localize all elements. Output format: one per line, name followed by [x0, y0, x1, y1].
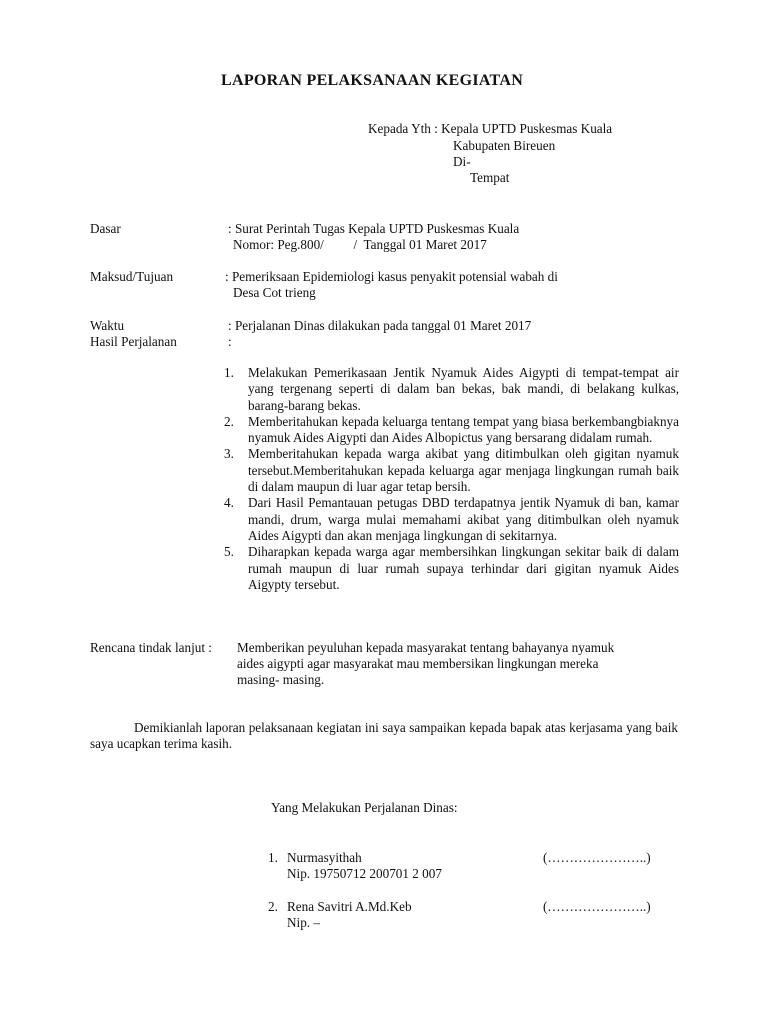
signature-placeholder: (…………………..) — [543, 899, 651, 914]
address-line-3: Di- — [453, 154, 471, 169]
rencana-line-3: masing- masing. — [237, 672, 325, 687]
dasar-line-2: Nomor: Peg.800/ / Tanggal 01 Maret 2017 — [233, 237, 487, 252]
list-item — [224, 414, 679, 447]
signer-number: 1. — [268, 850, 278, 865]
address-line-1: Kepada Yth : Kepala UPTD Puskesmas Kuala — [368, 121, 613, 136]
maksud-line-2: Desa Cot trieng — [233, 285, 316, 300]
address-line-2: Kabupaten Bireuen — [453, 138, 556, 153]
list-item-text: Dari Hasil Pemantauan petugas DBD terdapatnya jentik Nyamuk di ban, kamar mandi, drum, warga mulai memahami akibat yang ditimbulkan oleh nyamuk Aides Aigypti dan akan menjaga lingkungan di sekitarnya. — [248, 495, 679, 543]
hasil-list — [224, 365, 679, 593]
signer-nip: Nip. 19750712 200701 2 007 — [287, 866, 442, 881]
signer-name: Rena Savitri A.Md.Keb — [287, 899, 412, 914]
signers-heading: Yang Melakukan Perjalanan Dinas: — [271, 800, 458, 815]
page-title: LAPORAN PELAKSANAAN KEGIATAN — [221, 72, 524, 89]
list-item-text: Diharapkan kepada warga agar membersihkan lingkungan sekitar baik di dalam rumah maupun di luar rumah supaya terhindar dari gigitan nyamuk Aides Aigypty tersebut. — [248, 544, 679, 592]
maksud-line-1: : Pemeriksaan Epidemiologi kasus penyakit potensial wabah di — [225, 269, 558, 284]
list-item-text: Memberitahukan kepada keluarga tentang tempat yang biasa berkembangbiaknya nyamuk Aides Aigypti dan Aides Albopictus yang bersarang didalam rumah. — [248, 413, 679, 446]
signer-number: 2. — [268, 899, 278, 914]
waktu-value: : Perjalanan Dinas dilakukan pada tanggal 01 Maret 2017 — [228, 318, 532, 333]
list-item — [224, 495, 679, 544]
signer-name: Nurmasyithah — [287, 850, 362, 865]
rencana-label: Rencana tindak lanjut : — [90, 640, 212, 655]
list-item — [224, 446, 679, 495]
list-item-number: 1. — [224, 365, 234, 380]
maksud-label: Maksud/Tujuan — [90, 269, 174, 284]
list-item-number: 2. — [224, 413, 234, 429]
list-item-number: 3. — [224, 446, 234, 462]
list-item — [224, 365, 679, 414]
hasil-label: Hasil Perjalanan — [90, 334, 177, 349]
list-item-text: Melakukan Pemerikasaan Jentik Nyamuk Aides Aigypti di tempat-tempat air yang tergenang seperti di dalam ban bekas, bak mandi, di belakang kulkas, barang-barang bekas. — [248, 365, 679, 413]
dasar-label: Dasar — [90, 221, 121, 236]
list-item-text: Memberitahukan kepada warga akibat yang ditimbulkan oleh gigitan nyamuk tersebut.Memberitahukan kepada keluarga agar menjaga lingkungan rumah baik di dalam maupun di luar agar tetap bersih. — [248, 446, 679, 495]
waktu-label: Waktu — [90, 318, 125, 333]
dasar-line-1: : Surat Perintah Tugas Kepala UPTD Puskesmas Kuala — [228, 221, 520, 236]
signer-nip: Nip. – — [287, 915, 320, 930]
list-item — [224, 544, 679, 593]
hasil-colon: : — [228, 334, 232, 349]
closing-paragraph: Demikianlah laporan pelaksanaan kegiatan ini saya sampaikan kepada bapak atas kerjasama yang baik saya ucapkan terima kasih. — [90, 720, 678, 752]
list-item-number: 5. — [224, 544, 234, 560]
rencana-line-2: aides aigypti agar masyarakat mau membersikan lingkungan mereka — [237, 656, 599, 671]
signature-placeholder: (…………………..) — [543, 850, 651, 865]
rencana-line-1: Memberikan peyuluhan kepada masyarakat tentang bahayanya nyamuk — [237, 640, 615, 655]
list-item-number: 4. — [224, 495, 234, 511]
address-line-4: Tempat — [470, 170, 510, 185]
